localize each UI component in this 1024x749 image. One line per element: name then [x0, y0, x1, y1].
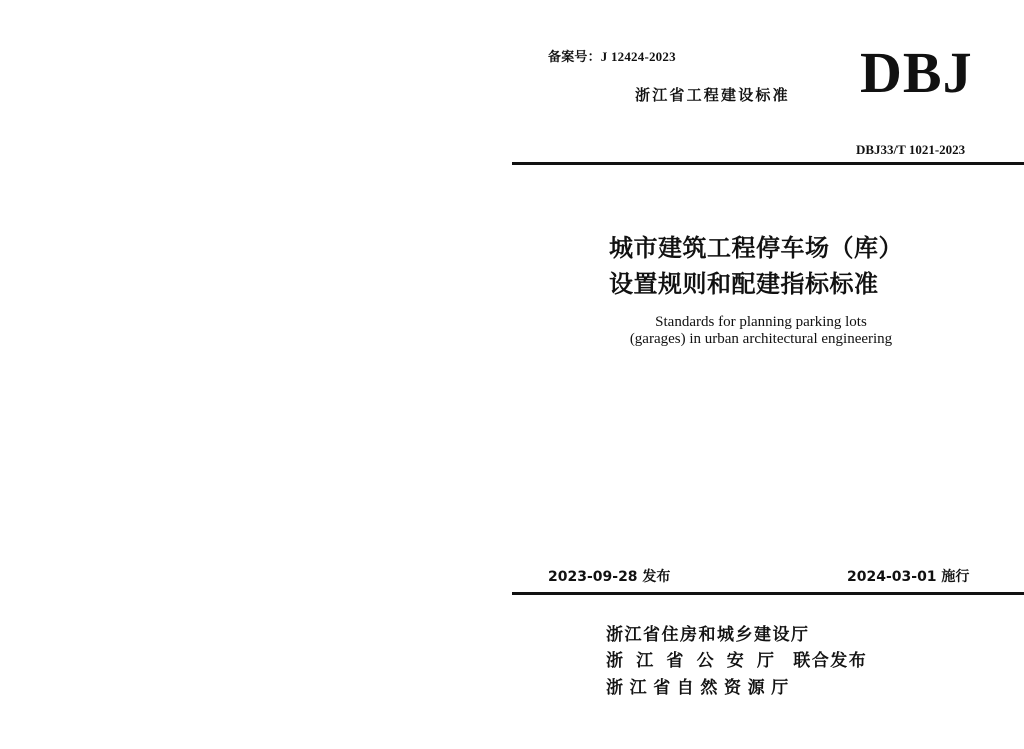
- joint-release-label: 联合发布: [793, 651, 868, 671]
- record-number: 备案号：J 12424-2023: [548, 49, 676, 64]
- title-chinese-line-2: 设置规则和配建指标标准: [609, 269, 879, 298]
- effective-date: 2024-03-01 施行: [847, 569, 970, 585]
- publisher-public-security: 浙江省公安厅: [606, 651, 788, 671]
- standard-type: 浙江省工程建设标准: [635, 86, 790, 104]
- dbj-logo: DBJ: [860, 40, 973, 105]
- title-english: [602, 314, 920, 348]
- issue-date: 2023-09-28 发布: [548, 569, 671, 585]
- top-divider: [512, 162, 1024, 165]
- bottom-divider: [512, 592, 1024, 595]
- publisher-natural-resources: 浙江省自然资源厅: [606, 678, 795, 698]
- title-chinese-line-1: 城市建筑工程停车场（库）: [609, 233, 903, 262]
- publisher-natural-resources-row: [606, 673, 795, 698]
- title-english-line-2: (garages) in urban architectural engineering: [629, 331, 893, 347]
- publisher-housing-department: 浙江省住房和城乡建设厅: [606, 625, 810, 645]
- publisher-public-security-row: [606, 646, 867, 671]
- title-english-line-1: Standards for planning parking lots: [655, 314, 867, 330]
- title-chinese: [609, 230, 903, 302]
- standard-code: DBJ33/T 1021-2023: [856, 142, 966, 157]
